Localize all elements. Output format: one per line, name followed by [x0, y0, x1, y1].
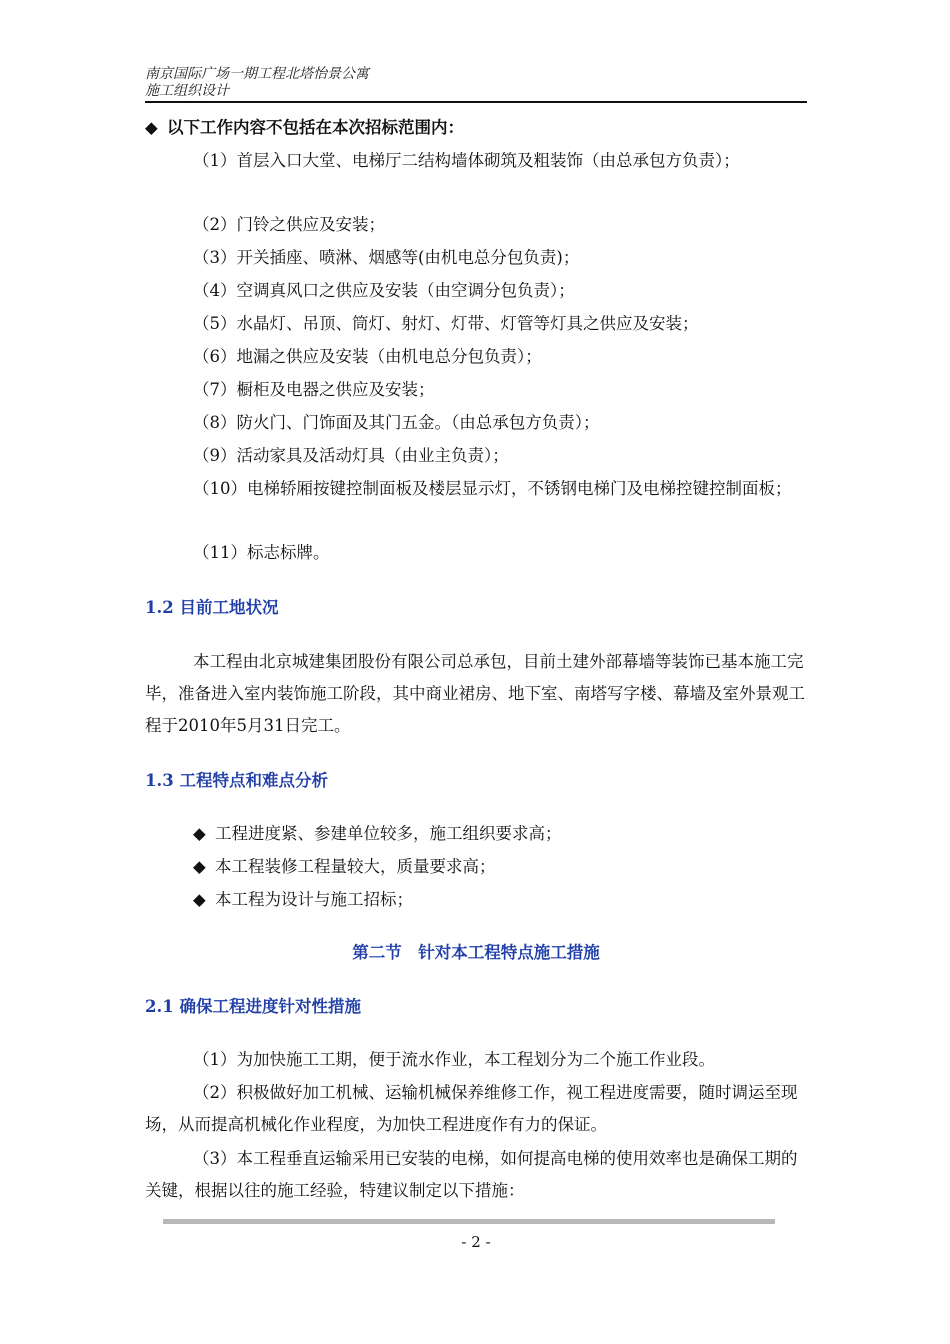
feature-item-text: 本工程装修工程量较大，质量要求高； [215, 857, 496, 876]
feature-item-1 [193, 818, 562, 850]
diamond-bullet-icon: ◆ [193, 824, 206, 843]
measure-item-2: （2）积极做好加工机械、运输机械保养维修工作，视工程进度需要，随时调运至现场，从而提高机械化作业程度，为加快工程进度作有力的保证。 [145, 1083, 798, 1134]
exclusion-item-10: （10）电梯轿厢按键控制面板及楼层显示灯，不锈钢电梯门及电梯控键控制面板； [193, 479, 792, 498]
diamond-bullet-icon: ◆ [193, 890, 206, 909]
page-header [145, 66, 807, 100]
section-heading-1-3: 1.3 工程特点和难点分析 [145, 771, 328, 790]
section-heading-2-1: 2.1 确保工程进度针对性措施 [145, 997, 361, 1016]
site-status-paragraph: 本工程由北京城建集团股份有限公司总承包，目前土建外部幕墙等装饰已基本施工完毕，准备进入室内装饰施工阶段，其中商业裙房、地下室、南塔写字楼、幕墙及室外景观工程于2010年5月31日完工。 [145, 652, 805, 735]
header-project-name: 南京国际广场一期工程北塔怡景公寓 [145, 66, 369, 82]
measure-item-3: （3）本工程垂直运输采用已安装的电梯，如何提高电梯的使用效率也是确保工期的关键，根据以往的施工经验，特建议制定以下措施： [145, 1149, 798, 1200]
header-document-type: 施工组织设计 [145, 83, 229, 99]
page-number: - 2 - [461, 1233, 491, 1251]
exclusion-item-11: （11）标志标牌。 [193, 543, 330, 562]
exclusion-item-7: （7）橱柜及电器之供应及安装； [193, 380, 435, 399]
feature-item-2 [193, 851, 496, 883]
exclusion-item-1: （1）首层入口大堂、电梯厅二结构墙体砌筑及粗装饰（由总承包方负责）； [193, 151, 740, 170]
exclusion-item-2: （2）门铃之供应及安装； [193, 215, 385, 234]
measure-item-1: （1）为加快施工工期，便于流水作业，本工程划分为二个施工作业段。 [193, 1050, 715, 1069]
header-divider [145, 101, 807, 103]
footer-divider [163, 1219, 775, 1224]
exclusions-title: 以下工作内容不包括在本次招标范围内： [167, 118, 464, 137]
feature-item-text: 本工程为设计与施工招标； [215, 890, 413, 909]
section-heading-1-2: 1.2 目前工地状况 [145, 598, 279, 617]
exclusion-item-8: （8）防火门、门饰面及其门五金。（由总承包方负责）； [193, 413, 600, 432]
exclusion-item-3: （3）开关插座、喷淋、烟感等(由机电总分包负责)； [193, 248, 580, 267]
exclusions-title-line [145, 112, 807, 144]
exclusion-item-4: （4）空调真风口之供应及安装（由空调分包负责）； [193, 281, 575, 300]
diamond-bullet-icon: ◆ [145, 118, 158, 137]
exclusion-item-5: （5）水晶灯、吊顶、筒灯、射灯、灯带、灯管等灯具之供应及安装； [193, 314, 699, 333]
diamond-bullet-icon: ◆ [193, 857, 206, 876]
feature-item-3 [193, 884, 413, 916]
exclusion-item-9: （9）活动家具及活动灯具（由业主负责）； [193, 446, 509, 465]
feature-item-text: 工程进度紧、参建单位较多，施工组织要求高； [215, 824, 562, 843]
exclusion-item-6: （6）地漏之供应及安装（由机电总分包负责）； [193, 347, 542, 366]
chapter-title: 第二节 针对本工程特点施工措施 [352, 943, 600, 962]
